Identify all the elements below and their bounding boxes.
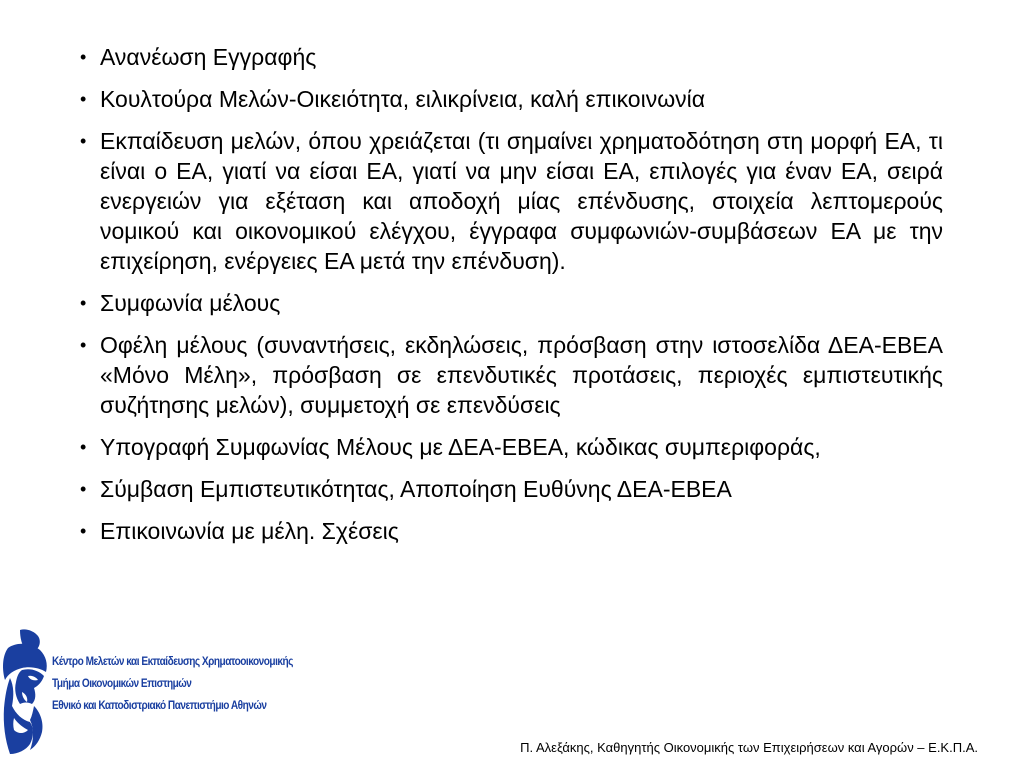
athena-helmet-icon [0,628,52,756]
bullet-text: Υπογραφή Συμφωνίας Μέλους με ΔΕΑ-ΕΒΕΑ, κώδικας συμπεριφοράς, [100,434,821,460]
footer-author: Π. Αλεξάκης, Καθηγητής Οικονομικής των Επιχειρήσεων και Αγορών – Ε.Κ.Π.Α. [520,740,978,755]
bullet-icon: • [80,47,87,67]
list-item [78,84,943,114]
bullet-icon: • [80,521,87,541]
bullet-icon: • [80,479,87,499]
bullet-text: Οφέλη μέλους (συναντήσεις, εκδηλώσεις, πρόσβαση στην ιστοσελίδα ΔΕΑ-ΕΒΕΑ «Μόνο Μέλη», πρόσβαση σε επενδυτικές προτάσεις, περιοχές εμπιστευτικής συζήτησης μελών), συμμετοχή σε επενδύσεις [100,332,943,418]
list-item [78,516,943,546]
bullet-text: Κουλτούρα Μελών-Οικειότητα, ειλικρίνεια, καλή επικοινωνία [100,86,706,112]
list-item [78,330,943,420]
bullet-icon: • [80,293,87,313]
bullet-text: Εκπαίδευση μελών, όπου χρειάζεται (τι σημαίνει χρηματοδότηση στη μορφή ΕΑ, τι είναι ο ΕΑ, γιατί να είσαι ΕΑ, γιατί να μην είσαι ΕΑ, επιλογές για έναν ΕΑ, σειρά ενεργειών για εξέταση και αποδοχή μίας επένδυσης, στοιχεία λεπτομερούς νομικού και οικονομικού ελέγχου, έγγραφα συμφωνιών-συμβάσεων ΕΑ με την επιχείρηση, ενέργειες ΕΑ μετά την επένδυση). [100,128,943,274]
bullet-text: Επικοινωνία με μέλη. Σχέσεις [100,518,399,544]
bullet-list [78,42,943,558]
logo-text [52,650,300,716]
bullet-text: Ανανέωση Εγγραφής [100,44,317,70]
bullet-icon: • [80,131,87,151]
list-item [78,432,943,462]
bullet-icon: • [80,437,87,457]
bullet-icon: • [80,335,87,355]
logo-line-university: Εθνικό και Καποδιστριακό Πανεπιστήμιο Αθηνών [52,698,267,712]
bullet-icon: • [80,89,87,109]
bullet-text: Σύμβαση Εμπιστευτικότητας, Αποποίηση Ευθύνης ΔΕΑ-ΕΒΕΑ [100,476,732,502]
list-item [78,474,943,504]
list-item [78,126,943,276]
institution-logo [0,628,300,758]
logo-line-department: Τμήμα Οικονομικών Επιστημών [52,676,192,690]
logo-line-center: Κέντρο Μελετών και Εκπαίδευσης Χρηματοοικονομικής [52,654,293,668]
list-item [78,42,943,72]
bullet-text: Συμφωνία μέλους [100,290,281,316]
list-item [78,288,943,318]
